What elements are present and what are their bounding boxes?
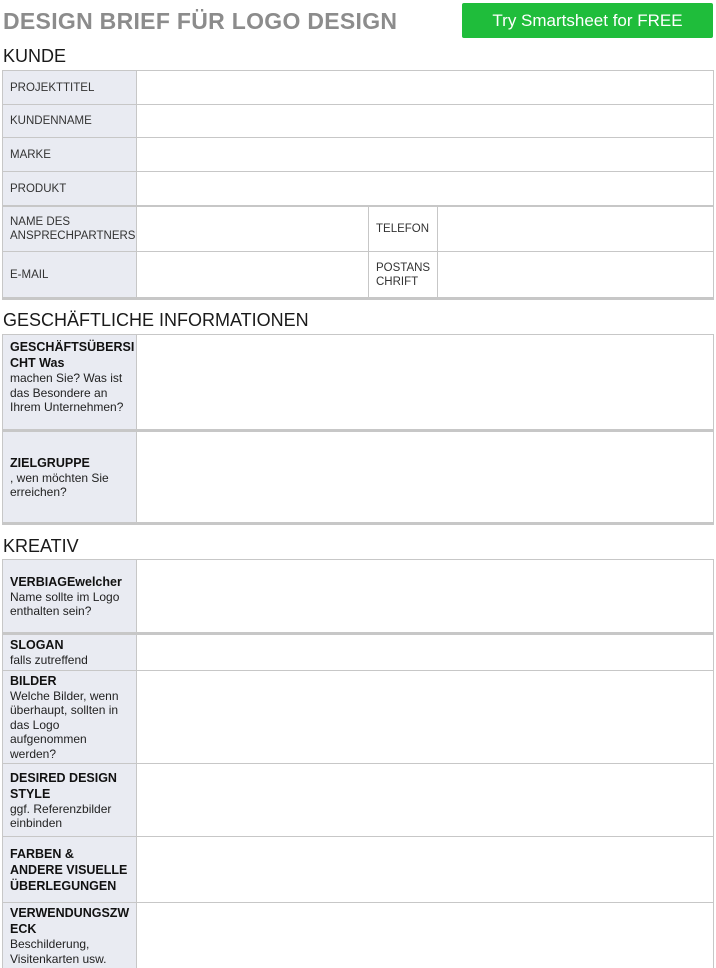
page-title: DESIGN BRIEF FÜR LOGO DESIGN — [3, 8, 398, 34]
field-telefon[interactable] — [438, 207, 714, 252]
table-row — [3, 764, 714, 837]
table-row — [3, 903, 714, 968]
label-verbiage — [3, 560, 137, 634]
label-slogan — [3, 634, 137, 671]
field-produkt[interactable] — [137, 172, 714, 207]
table-row — [3, 560, 714, 634]
label-kundenname: KUNDENNAME — [3, 105, 137, 138]
table-row — [3, 837, 714, 903]
field-bilder[interactable] — [137, 670, 714, 764]
label-title: FARBEN & ANDERE VISUELLE ÜBERLEGUNGEN — [10, 846, 128, 893]
field-verbiage[interactable] — [137, 560, 714, 634]
label-description: falls zutreffend — [10, 653, 88, 667]
section-heading-kunde: KUNDE — [3, 46, 67, 66]
label-description: ggf. Referenzbilder einbinden — [10, 801, 112, 830]
table-row — [3, 670, 714, 764]
label-title: GESCHÄFTSÜBERSI CHT Was — [10, 340, 135, 370]
field-kundenname[interactable] — [137, 105, 714, 138]
table-row — [3, 71, 714, 105]
label-title: SLOGAN — [10, 638, 64, 652]
creative-table — [2, 559, 714, 968]
table-row — [3, 252, 714, 299]
label-farben — [3, 837, 137, 903]
field-marke[interactable] — [137, 138, 714, 172]
label-description: Name sollte im Logo enthalten sein? — [10, 589, 120, 618]
label-design-style — [3, 764, 137, 837]
label-description: Beschilderung, Visitenkarten usw. — [10, 937, 107, 966]
label-description: , wen möchten Sie erreichen? — [10, 470, 109, 499]
table-row — [3, 138, 714, 172]
field-design-style[interactable] — [137, 764, 714, 837]
section-heading-business: GESCHÄFTLICHE INFORMATIONEN — [3, 310, 309, 330]
label-title: VERWENDUNGSZW ECK — [10, 906, 130, 936]
label-produkt: PRODUKT — [3, 172, 137, 207]
field-ansprechpartner[interactable] — [137, 207, 369, 252]
label-email: E-MAIL — [3, 252, 137, 299]
field-postanschrift[interactable] — [438, 252, 714, 299]
label-title: ZIELGRUPPE — [10, 455, 90, 470]
field-email[interactable] — [137, 252, 369, 299]
label-description: Welche Bilder, wenn überhaupt, sollten in das Logo aufgenommen werden? — [10, 688, 119, 761]
label-title: VERBIAGEwelcher — [10, 574, 122, 589]
section-heading-kreativ: KREATIV — [3, 536, 79, 556]
field-geschaeftsuebersicht[interactable] — [137, 335, 714, 431]
label-projekttitel: PROJEKTTITEL — [3, 71, 137, 105]
label-description: machen Sie? Was ist das Besondere an Ihrem Unternehmen? — [10, 371, 124, 414]
table-row — [3, 431, 714, 524]
try-smartsheet-button[interactable]: Try Smartsheet for FREE — [462, 3, 713, 38]
label-telefon: TELEFON — [369, 207, 438, 252]
contact-table — [2, 206, 714, 300]
field-farben[interactable] — [137, 837, 714, 903]
label-ansprechpartner: NAME DES ANSPRECHPARTNERS — [3, 207, 137, 252]
table-row — [3, 207, 714, 252]
label-verwendungszweck — [3, 903, 137, 968]
field-zielgruppe[interactable] — [137, 431, 714, 524]
table-row — [3, 335, 714, 431]
table-row — [3, 172, 714, 207]
label-postanschrift: POSTANS CHRIFT — [369, 252, 438, 299]
label-bilder — [3, 670, 137, 764]
table-row — [3, 634, 714, 671]
field-projekttitel[interactable] — [137, 71, 714, 105]
business-table — [2, 334, 714, 525]
label-marke: MARKE — [3, 138, 137, 172]
client-table — [2, 70, 714, 208]
label-geschaeftsuebersicht — [3, 335, 137, 431]
field-verwendungszweck[interactable] — [137, 903, 714, 968]
table-row — [3, 105, 714, 138]
label-title: BILDER — [10, 673, 57, 688]
label-zielgruppe — [3, 431, 137, 524]
field-slogan[interactable] — [137, 634, 714, 671]
label-title: DESIRED DESIGN STYLE — [10, 770, 117, 801]
